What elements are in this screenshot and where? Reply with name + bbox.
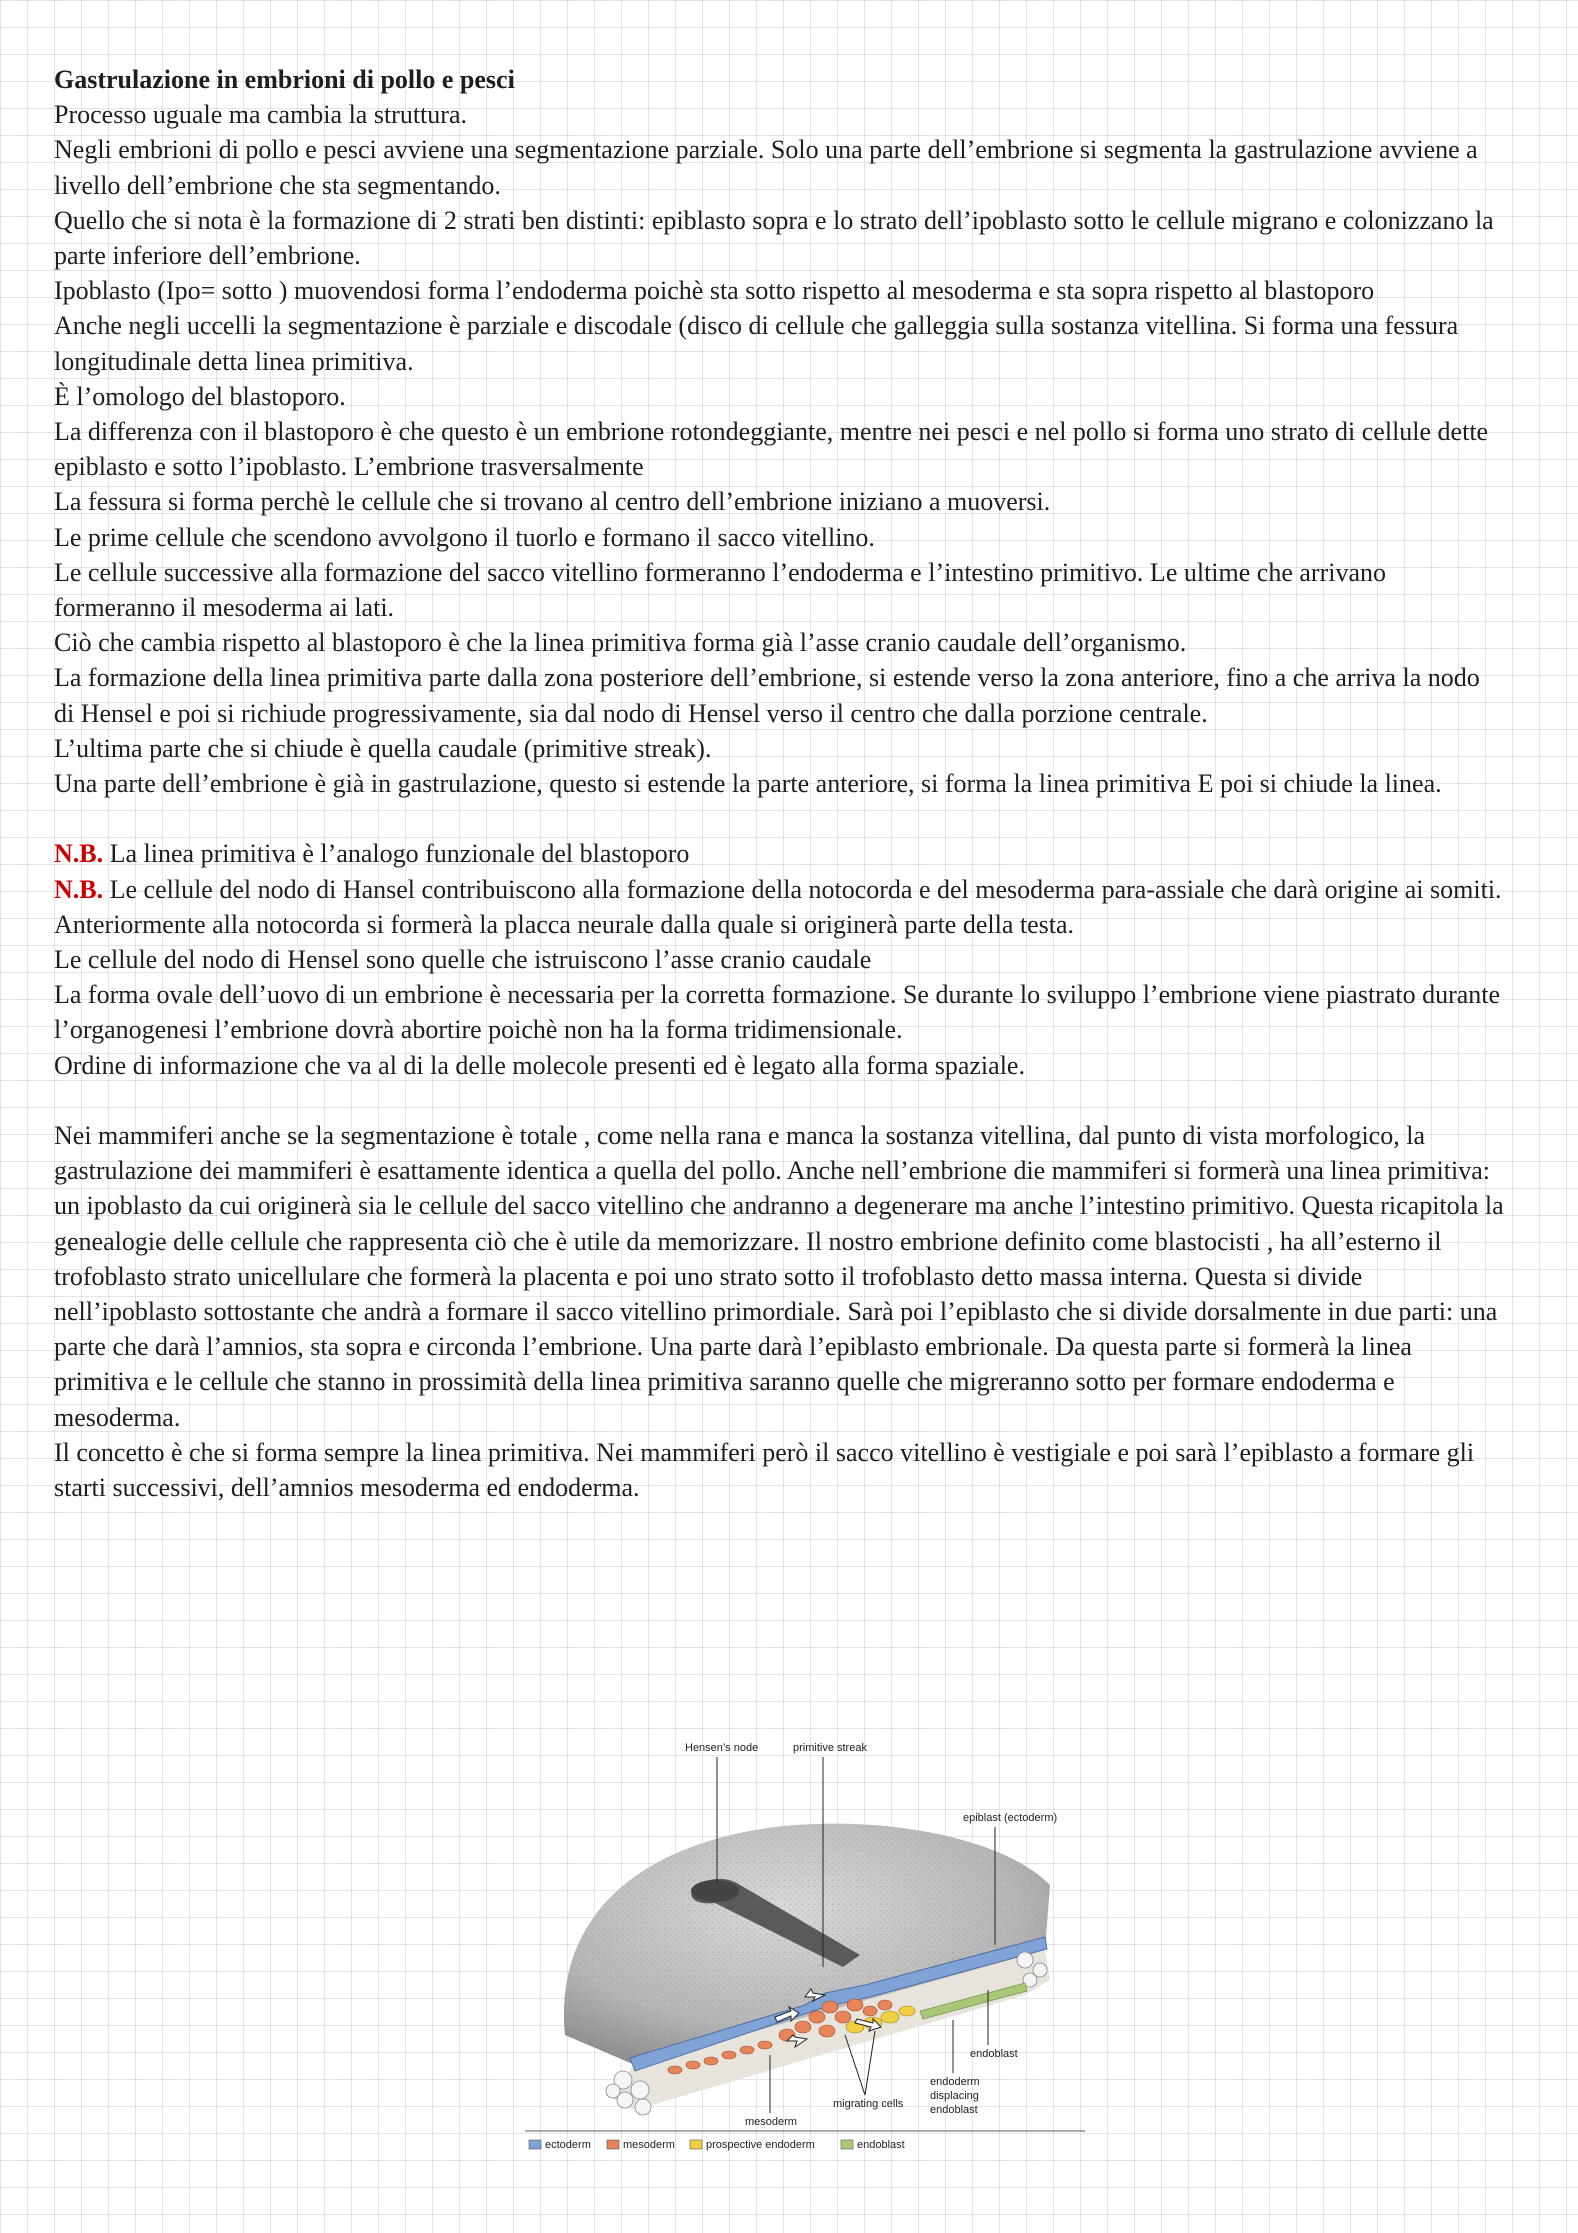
nb-text: Le cellule del nodo di Hansel contribuiscono alla formazione della notocorda e del mesoderma para-assiale che darà origine ai somiti. Anteriormente alla notocorda si formerà la placca neurale dalla quale si originerà parte della testa. [54, 874, 1502, 939]
paragraph: Ipoblasto (Ipo= sotto ) muovendosi forma l’endoderma poichè sta sotto rispetto al mesoderma e sta sopra rispetto al blastoporo [54, 276, 1375, 306]
blank-line [54, 801, 1504, 836]
epiblast-label: epiblast (ectoderm) [963, 1812, 1058, 1824]
endoderm-displacing-label-3: endoblast [930, 2104, 978, 2116]
legend-label-endoblast: endoblast [857, 2139, 905, 2151]
legend-label-prospective-endoderm: prospective endoderm [706, 2139, 815, 2151]
paragraph: Il concetto è che si forma sempre la linea primitiva. Nei mammiferi però il sacco vitellino è vestigiale e poi sarà l’epiblasto a formare gli starti successivi, dell’amnios mesoderma ed endoderma. [54, 1437, 1475, 1503]
primitive-streak-label: primitive streak [793, 1742, 867, 1754]
legend-swatch-mesoderm [607, 2140, 619, 2149]
endoderm-displacing-label-2: displacing [930, 2090, 979, 2102]
legend-swatch-ectoderm [529, 2140, 541, 2149]
paragraph: Quello che si nota è la formazione di 2 strati ben distinti: epiblasto sopra e lo strato dell’ipoblasto sotto le cellule migrano e colonizzano la parte inferiore dell’embrione. [54, 205, 1494, 271]
paragraph: Ordine di informazione che va al di la delle molecole presenti ed è legato alla forma spaziale. [54, 1050, 1025, 1080]
endoblast-label: endoblast [970, 2048, 1018, 2060]
nb-text: La linea primitiva è l’analogo funzionale del blastoporo [103, 839, 690, 869]
nb-label: N.B. [54, 839, 104, 869]
paragraph: Una parte dell’embrione è già in gastrulazione, questo si estende la parte anteriore, si forma la linea primitiva E poi si chiude la linea. [54, 769, 1442, 799]
paragraph: L’ultima parte che si chiude è quella caudale (primitive streak). [54, 733, 712, 763]
paragraph: La forma ovale dell’uovo di un embrione è necessaria per la corretta formazione. Se durante lo sviluppo l’embrione viene piastrato durante l’organogenesi l’embrione dovrà abortire poichè non ha la forma tridimensionale. [54, 980, 1501, 1045]
nb-label: N.B. [54, 874, 104, 904]
gastrulation-diagram [525, 1735, 1085, 2155]
legend-label-ectoderm: ectoderm [545, 2139, 591, 2151]
paragraph: La formazione della linea primitiva parte dalla zona posteriore dell’embrione, si estende verso la zona anteriore, fino a che arriva la nodo di Hensel e poi si richiude progressivamente, sia dal nodo di Hensel verso il centro che dalla porzione centrale. [54, 663, 1480, 728]
paragraph: Anche negli uccelli la segmentazione è parziale e discodale (disco di cellule che galleggia sulla sostanza vitellina. Si forma una fessura longitudinale detta linea primitiva. [54, 311, 1459, 376]
paragraph: Processo uguale ma cambia la struttura. [54, 100, 467, 130]
nb-note-1 [54, 836, 1504, 871]
paragraph: La differenza con il blastoporo è che questo è un embrione rotondeggiante, mentre nei pesci e nel pollo si forma uno strato di cellule dette epiblasto e sotto l’ipoblasto. L’embrione trasversalmente [54, 417, 1489, 482]
legend [529, 2139, 905, 2151]
nb-note-2 [54, 872, 1504, 942]
legend-label-mesoderm: mesoderm [623, 2139, 675, 2151]
paragraph: Le cellule successive alla formazione del sacco vitellino formeranno l’endoderma e l’intestino primitivo. Le ultime che arrivano formeranno il mesoderma ai lati. [54, 557, 1386, 623]
paragraph: Negli embrioni di pollo e pesci avviene una segmentazione parziale. Solo una parte dell’embrione si segmenta la gastrulazione avviene a livello dell’embrione che sta segmentando. [54, 135, 1478, 200]
endoderm-displacing-label-1: endoderm [930, 2076, 980, 2088]
paragraph: È l’omologo del blastoporo. [54, 381, 346, 411]
hensens-node-pit [691, 1880, 739, 1902]
paragraph: Ciò che cambia rispetto al blastoporo è che la linea primitiva forma già l’asse cranio caudale dell’organismo. [54, 628, 1187, 658]
paragraph: Le prime cellule che scendono avvolgono il tuorlo e formano il sacco vitellino. [54, 522, 875, 552]
document-title: Gastrulazione in embrioni di pollo e pesci [54, 65, 515, 94]
gastrulation-figure [525, 1735, 1085, 2155]
blank-line [54, 1083, 1504, 1118]
mesoderm-label: mesoderm [745, 2116, 797, 2128]
hensens-node-label: Hensen’s node [685, 1742, 759, 1754]
legend-swatch-endoblast [841, 2140, 853, 2149]
legend-swatch-prospective-endoderm [690, 2140, 702, 2149]
document-body [54, 62, 1504, 1505]
migrating-cells-label: migrating cells [833, 2098, 904, 2110]
paragraph: La fessura si forma perchè le cellule che si trovano al centro dell’embrione iniziano a muoversi. [54, 487, 1051, 517]
paragraph: Le cellule del nodo di Hensel sono quelle che istruiscono l’asse cranio caudale [54, 945, 872, 975]
paragraph: Nei mammiferi anche se la segmentazione è totale , come nella rana e manca la sostanza vitellina, dal punto di vista morfologico, la gastrulazione dei mammiferi è esattamente identica a quella del pollo. Anche nell’embrione die mammiferi si formerà una linea primitiva: un ipoblasto da cui originerà sia le cellule del sacco vitellino che andranno a degenerare ma anche l’intestino primitivo. Questa ricapitola la genealogie delle cellule che rappresenta ciò che è utile da memorizzare. Il nostro embrione definito come blastocisti , ha all’esterno il trofoblasto strato unicellulare che formerà la placenta e poi uno strato sotto il trofoblasto detto massa interna. Questa si divide nell’ipoblasto sottostante che andrà a formare il sacco vitellino primordiale. Sarà poi l’epiblasto che si divide dorsalmente in due parti: una parte che darà l’amnios, sta sopra e circonda l’embrione. Una parte darà l’epiblasto embrionale. Da questa parte si formerà la linea primitiva e le cellule che stanno in prossimità della linea primitiva saranno quelle che migreranno sotto per formare endoderma e mesoderma. [54, 1121, 1504, 1432]
